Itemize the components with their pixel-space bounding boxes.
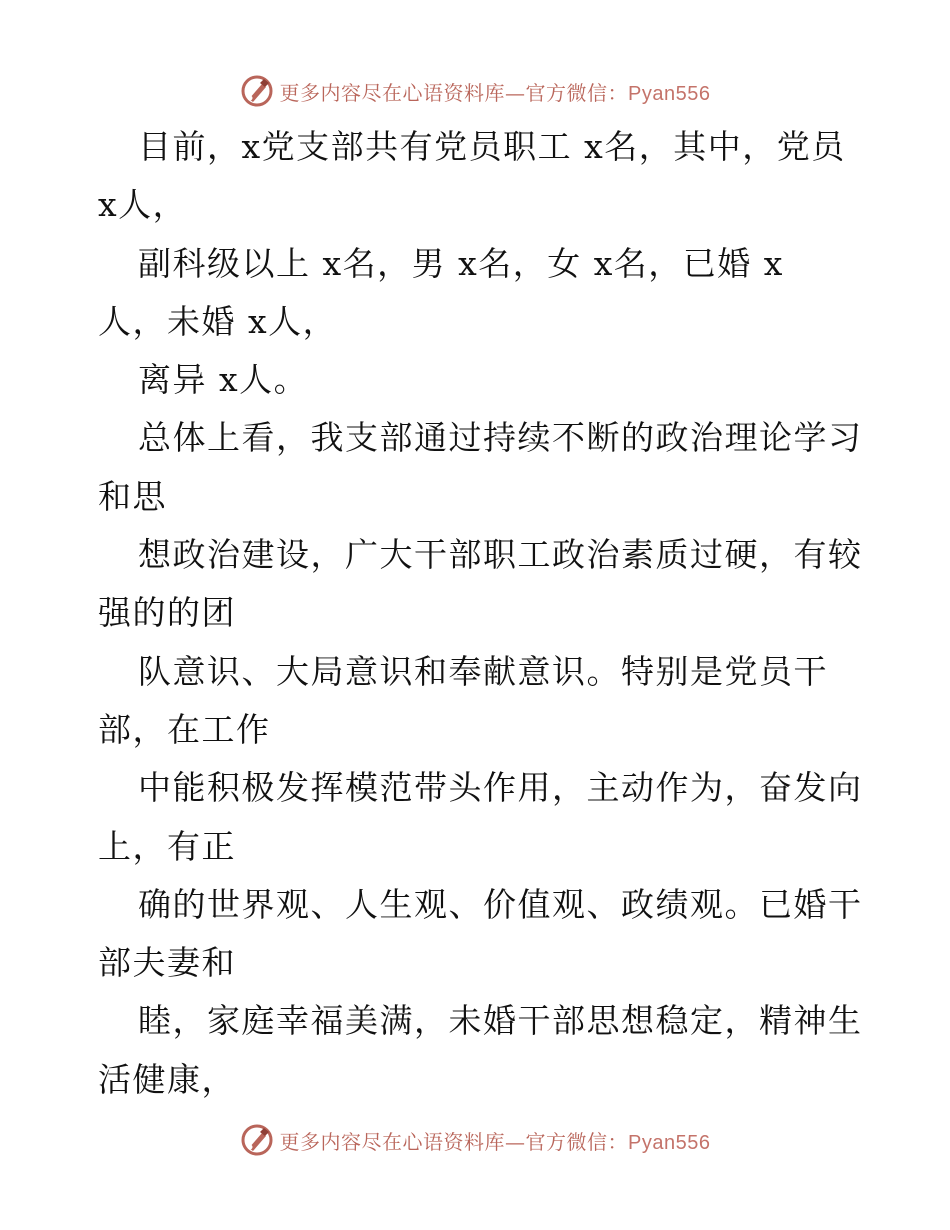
text-line: 副科级以上 x名，男 x名，女 x名，已婚 x	[138, 243, 784, 283]
pen-circle-logo-icon	[240, 74, 274, 108]
text-line: 队意识、大局意识和奉献意识。特别是党员干	[138, 651, 828, 691]
watermark-id: Pyan556	[628, 1131, 711, 1154]
text-line: 部夫妻和	[98, 943, 236, 983]
text-line: 活健康，	[98, 1059, 236, 1099]
text-line: 强的的团	[98, 593, 236, 633]
header-watermark	[0, 71, 950, 111]
text-line: 确的世界观、人生观、价值观、政绩观。已婚干	[138, 884, 863, 924]
watermark-text: 更多内容尽在心语资料库—官方微信：	[279, 80, 629, 105]
text-line: 离异 x人。	[138, 360, 309, 400]
watermark-id: Pyan556	[628, 82, 711, 105]
text-line: 上，有正	[98, 826, 236, 866]
text-line: x人，	[98, 185, 188, 225]
text-line: 部，在工作	[98, 709, 271, 749]
text-line: 想政治建设，广大干部职工政治素质过硬，有较	[138, 535, 863, 575]
text-line: 人，未婚 x人，	[98, 301, 338, 341]
pen-circle-logo-icon	[240, 1123, 274, 1157]
text-line: 目前，x党支部共有党员职工 x名，其中，党员	[138, 127, 846, 166]
text-line: 和思	[98, 476, 167, 516]
text-line: 睦，家庭幸福美满，未婚干部思想稳定，精神生	[138, 1001, 863, 1041]
watermark-text: 更多内容尽在心语资料库—官方微信：	[279, 1129, 629, 1154]
text-line: 总体上看，我支部通过持续不断的政治理论学习	[138, 418, 863, 458]
text-line: 中能积极发挥模范带头作用，主动作为，奋发向	[138, 768, 863, 808]
footer-watermark	[0, 1120, 950, 1160]
document-body	[98, 118, 863, 1109]
